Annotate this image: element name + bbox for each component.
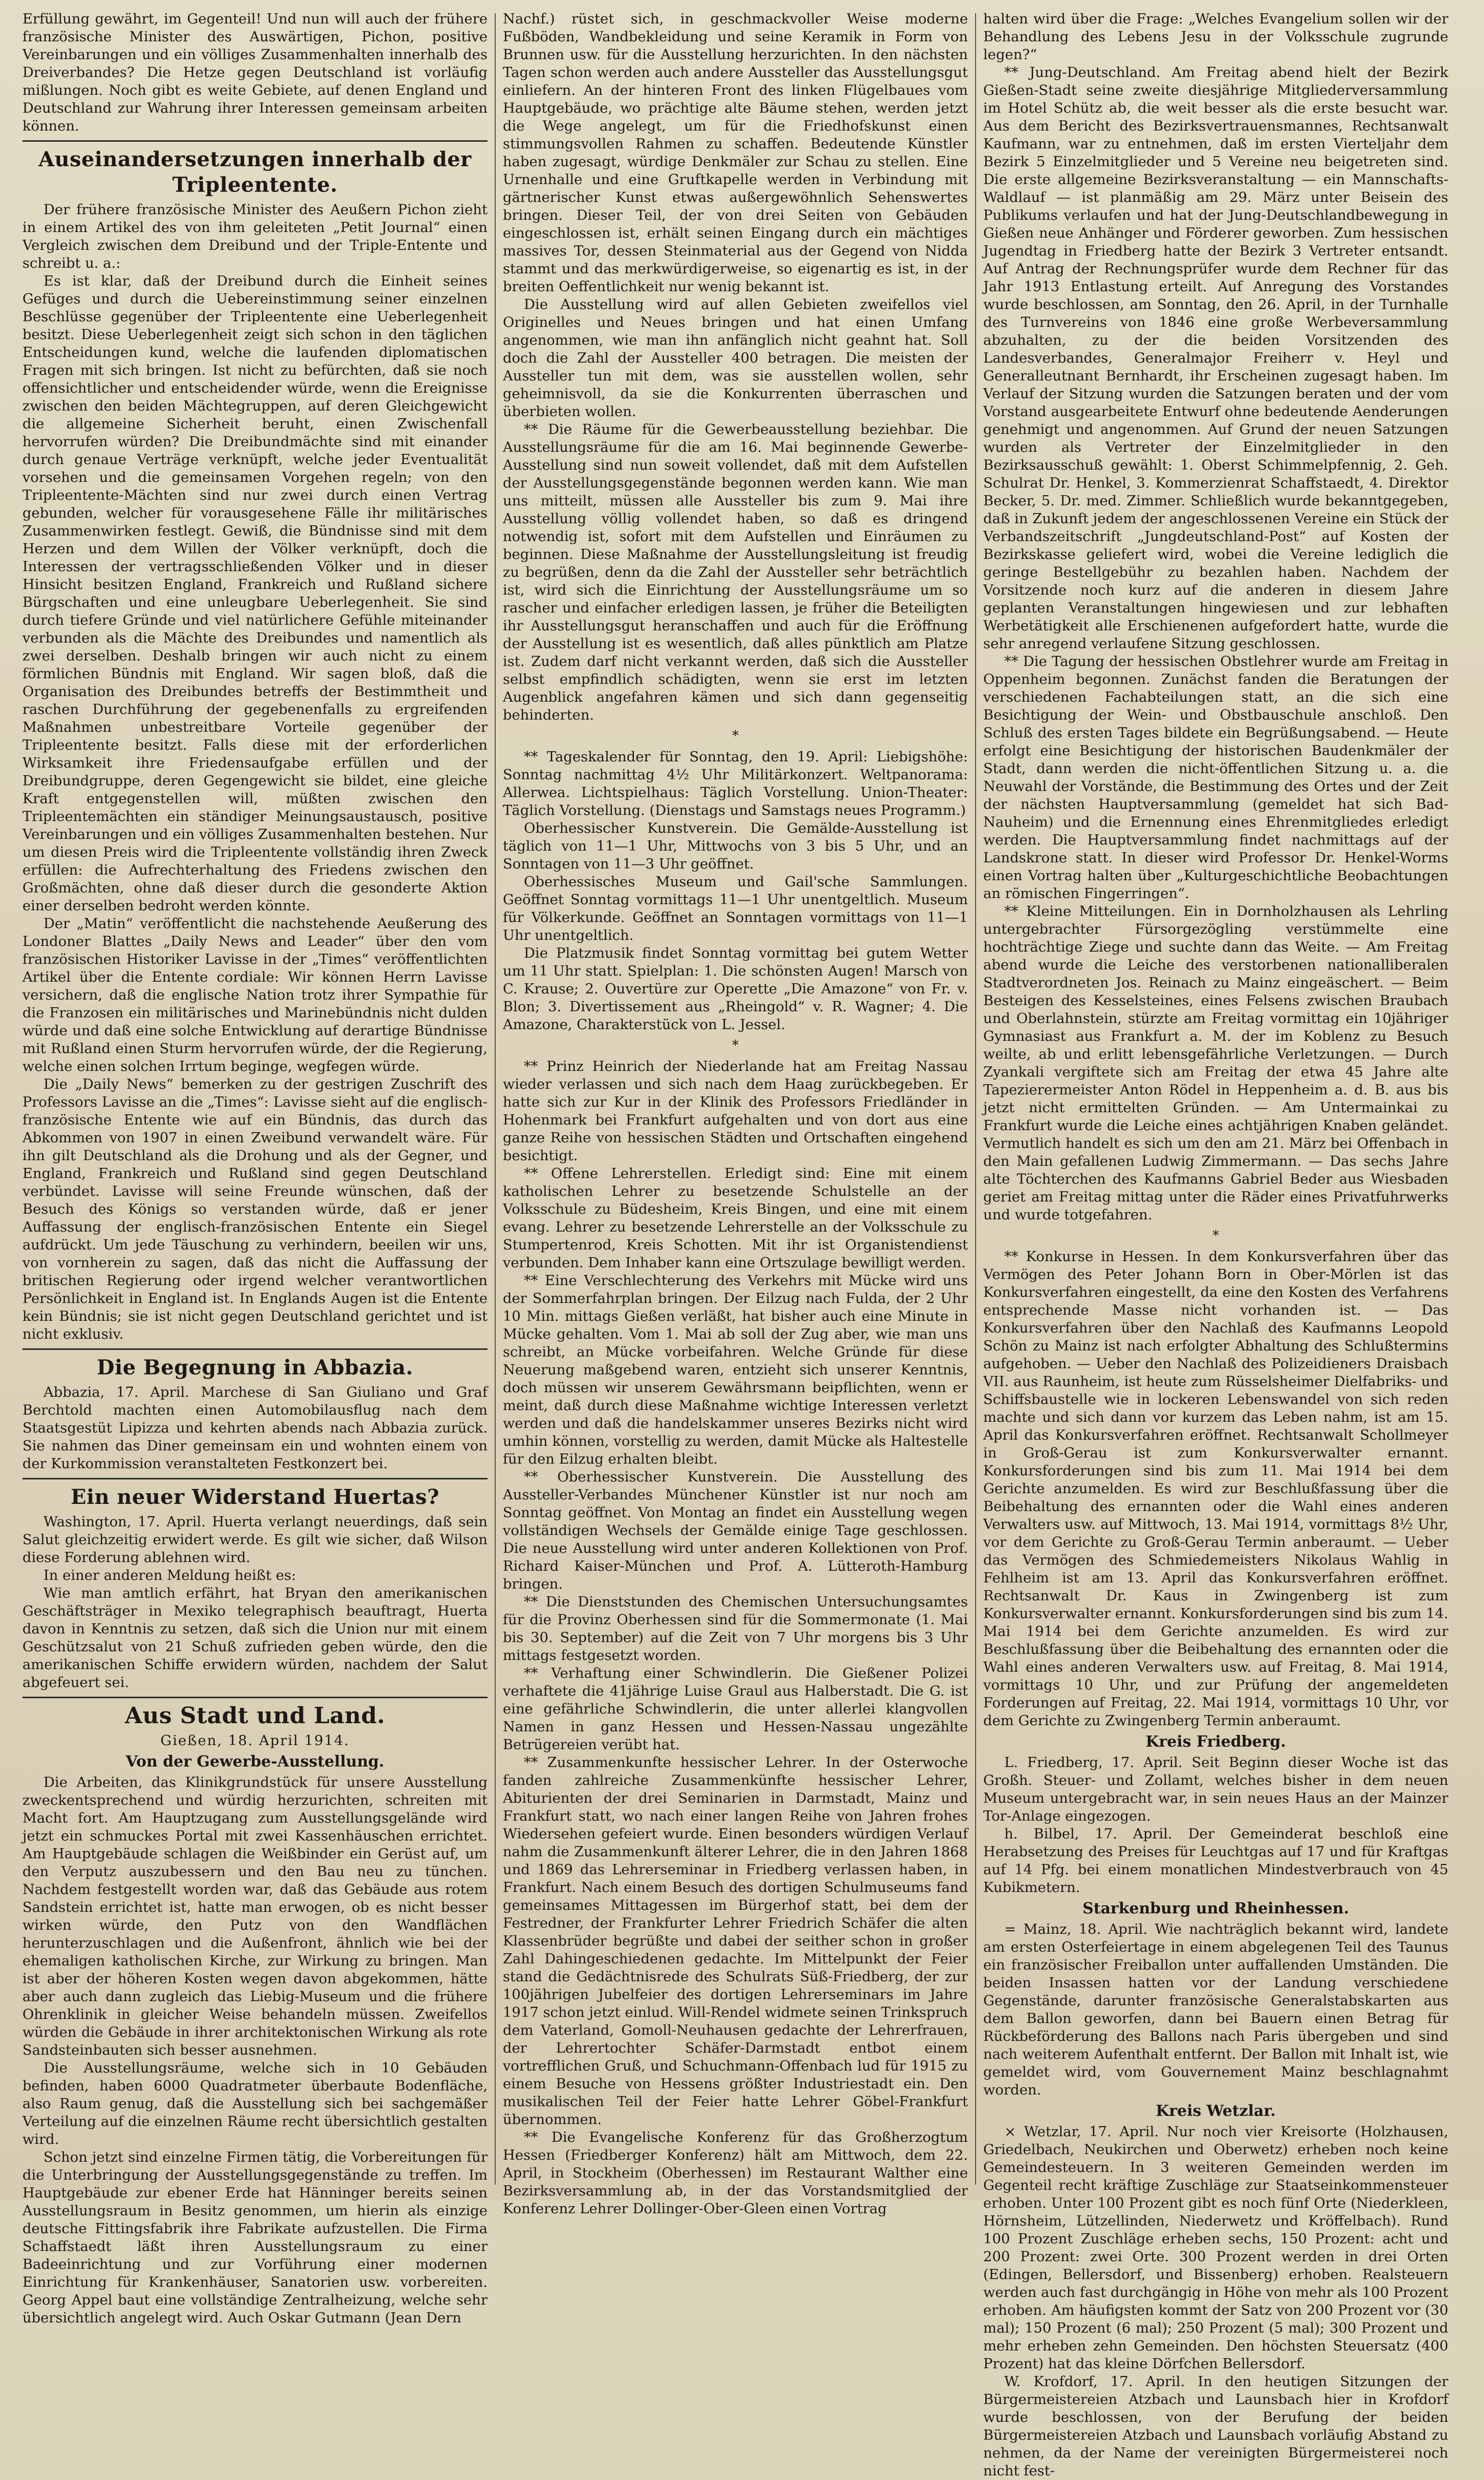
paragraph: Washington, 17. April. Huerta verlangt neuerdings, daß sein Salut gleichzeitig erwidert werde. Es gilt wie sicher, daß Wilson diese Forderung ablehnen wird. [22, 1514, 488, 1566]
subhead-kreis-friedberg: Kreis Friedberg. [1145, 1733, 1286, 1751]
paragraph: ** Die Tagung der hessischen Obstlehrer wurde am Freitag in Oppenheim begonnen. Zunächst fanden die Beratungen der verschiedenen Fachabteilungen statt, an die sich eine Besichtigung der Wein- und Obstbauschule anschloß. Den Schluß des ersten Tages bildete ein Begrüßungsabend. — Heute erfolgt eine Besichtigung der historischen Baudenkmäler der Stadt, dann werden die nicht-öffentlichen Sitzung u. a. die Neuwahl der Vorstände, die Bestimmung des Ortes und der Zeit der nächsten Hauptversammlung (gemeldet hat sich Bad-Nauheim) und die Ernennung eines Ehrenmitgliedes erledigt werden. Die Hauptversammlung findet nachmittags auf der Landskrone statt. In dieser wird Professor Dr. Henkel-Worms einen Vortrag halten über „Kulturgeschichtliche Beobachtungen an römischen Fingerringen“. [983, 653, 1448, 902]
subhead-gewerbeausstellung: Von der Gewerbe-Ausstellung. [125, 1753, 385, 1771]
paragraph: Der frühere französische Minister des Aeußern Pichon zieht in einem Artikel des von ihm geleiteten „Petit Journal“ einen Vergleich zwischen dem Dreibund und der Triple-Entente und schreibt u. a.: [22, 201, 488, 271]
paragraph: Erfüllung gewährt, im Gegenteil! Und nun will auch der frühere französische Minister des Auswärtigen, Pichon, positive Vereinbarungen und ein völliges Zusammenhalten innerhalb des Dreiverbandes? Die Hetze gegen Deutschland ist vorläufig mißlungen. Noch gibt es weite Gebiete, auf denen England und Deutschland zur Wahrung ihrer Interessen gemeinsam arbeiten können. [22, 11, 488, 134]
divider [22, 1697, 488, 1698]
paragraph: ** Die Räume für die Gewerbeausstellung beziehbar. Die Ausstellungsräume für die am 16. Mai beginnende Gewerbe-Ausstellung sind nun soweit vollendet, daß mit dem Aufstellen der Ausstellungsgegenstände begonnen werden kann. Wie man uns mitteilt, müssen alle Aussteller bis zum 9. Mai ihre Ausstellung völlig vollendet haben, so daß es dringend notwendig ist, sofort mit dem Aufstellen und Einräumen zu beginnen. Diese Maßnahme der Ausstellungsleitung ist freudig zu begrüßen, denn da die Zahl der Aussteller sehr beträchtlich ist, wird sich die Einrichtung der Ausstellungsräume um so rascher und einfacher erledigen lassen, je früher die Beteiligten ihr Ausstellungsgut heranschaffen und auch für die Eröffnung der Ausstellung ist es wesentlich, daß alles pünktlich am Platze ist. Zudem darf nicht verkannt werden, daß sich die Aussteller selbst empfindlich schädigten, wenn sie erst im letzten Augenblick angefahren kämen und sich dann gegenseitig behinderten. [503, 421, 968, 723]
paragraph: ** Die Dienststunden des Chemischen Untersuchungsamtes für die Provinz Oberhessen sind für die Sommermonate (1. Mai bis 30. September) auf die Zeit von 7 Uhr morgens bis 3 Uhr mittags festgesetzt worden. [503, 1594, 968, 1664]
subhead-kreis-wetzlar: Kreis Wetzlar. [1156, 2102, 1276, 2120]
column-2 [496, 10, 975, 2217]
paragraph: ** Verhaftung einer Schwindlerin. Die Gießener Polizei verhaftete die 41jährige Luise Graul aus Halberstadt. Die G. ist eine gefährliche Schwindlerin, die unter allerlei klangvollen Namen in ganz Hessen und Hessen-Nassau ungezählte Betrügereien verübt hat. [503, 1665, 968, 1753]
divider [22, 1348, 488, 1350]
subhead-starkenburg: Starkenburg und Rheinhessen. [1082, 1900, 1349, 1917]
paragraph: L. Friedberg, 17. April. Seit Beginn dieser Woche ist das Großh. Steuer- und Zollamt, welches bisher in dem neuen Museum untergebracht war, in sein neues Haus an der Mainzer Tor-Anlage eingezogen. [983, 1754, 1448, 1824]
paragraph: Die Arbeiten, das Klinikgrundstück für unsere Ausstellung zweckentsprechend und würdig herzurichten, schreiten mit Macht fort. Am Hauptzugang zum Ausstellungsgelände wird jetzt ein schmuckes Portal mit zwei Kassenhäuschen errichtet. Am Hauptgebäude schlagen die Weißbinder ein Gerüst auf, um den Verputz auszubessern und den Bau neu zu tünchen. Nachdem festgestellt worden war, daß das Gebäude aus rotem Sandstein errichtet ist, hatte man erwogen, ob es nicht besser wirken würde, den Putz von den Wandflächen herunterzuschlagen und die Außenfront, ähnlich wie bei der ehemaligen katholischen Kirche, zur Wirkung zu bringen. Man ist aber der höheren Kosten wegen davon abgekommen, hätte aber auch dann zugleich das Liebig-Museum und die frühere Ohrenklinik in gleicher Weise behandeln müssen. Zweifellos würden die Gebäude in ihrer architektonischen Wirkung als rote Sandsteinbauten sich besser ausnehmen. [22, 1774, 488, 2058]
paragraph: Die Ausstellungsräume, welche sich in 10 Gebäuden befinden, haben 6000 Quadratmeter überbaute Bodenfläche, also Raum genug, daß die Ausstellung sich bei sachgemäßer Verteilung auf die einzelnen Räume recht übersichtlich gestalten wird. [22, 2060, 488, 2147]
paragraph: ** Offene Lehrerstellen. Erledigt sind: Eine mit einem katholischen Lehrer zu besetzende Schulstelle an der Volksschule zu Büdesheim, Kreis Bingen, und eine mit einem evang. Lehrer zu besetzende Lehrerstelle an der Volksschule zu Stumpertenrod, Kreis Schotten. Mit ihr ist Organistendienst verbunden. Dem Inhaber kann eine Ortszulage bewilligt werden. [503, 1165, 968, 1271]
separator-star: * [732, 1038, 739, 1053]
paragraph: ** Zusammenkunfte hessischer Lehrer. In der Osterwoche fanden zahlreiche Zusammenkünfte hessischer Lehrer, Abiturienten der drei Seminarien in Darmstadt, Mainz und Frankfurt statt, wo nach einer langen Reihe von Jahren frohes Wiedersehen gefeiert wurde. Einen besonders würdigen Verlauf nahm die Zusammenkunft älterer Lehrer, die in den Jahren 1868 und 1869 das Lehrerseminar in Friedberg verlassen haben, in Frankfurt. Nach einem Besuch des dortigen Schulmuseums fand gemeinsames Mittagessen im Bürgerhof statt, bei dem der Festredner, der Frankfurter Lehrer Friedrich Schäfer die alten Klassenbrüder begrüßte und dabei der seither schon in großer Zahl Dahingeschiedenen gedachte. Im Mittelpunkt der Feier stand die Gedächtnisrede des Schulrats Süß-Friedberg, der zur 100jährigen Jubelfeier des dortigen Lehrerseminars im Jahre 1917 schon jetzt einlud. Will-Rendel widmete seinen Trinkspruch dem Vaterland, Gomoll-Neuhausen gedachte der Lehrerfrauen, der Lehrertochter Schäfer-Darmstadt entbot einem vortrefflichen Gruß, und Schuchmann-Offenbach lud für 1915 zu einem Besuche von Hessens größter Industriestadt ein. Den musikalischen Teil der Feier hatte Lehrer Göbel-Frankfurt übernommen. [503, 1754, 968, 2128]
paragraph: halten wird über die Frage: „Welches Evangelium sollen wir der Behandlung des Lebens Jesu in der Volksschule zugrunde legen?“ [983, 11, 1448, 63]
paragraph: ** Tageskalender für Sonntag, den 19. April: Liebigshöhe: Sonntag nachmittag 4½ Uhr Militärkonzert. Weltpanorama: Allerwea. Lichtspielhaus: Täglich Vorstellung. Union-Theater: Täglich Vorstellung. (Dienstags und Samstags neues Programm.) [503, 749, 968, 819]
headline-abbazia: Die Begegnung in Abbazia. [96, 1356, 414, 1379]
separator-star: * [1212, 1228, 1219, 1243]
paragraph: Oberhessisches Museum und Gail'sche Sammlungen. Geöffnet Sonntag vormittags 11—1 Uhr unentgeltlich. Museum für Völkerkunde. Geöffnet an Sonntagen vormittags von 11—1 Uhr unentgeltlich. [503, 874, 968, 943]
paragraph: Die Ausstellung wird auf allen Gebieten zweifellos viel Originelles und Neues bringen und hat einen Umfang angenommen, wie man ihn anfänglich nicht geahnt hat. Soll doch die Zahl der Aussteller 400 betragen. Die meisten der Aussteller tun mit dem, was sie ausstellen wollen, sehr geheimnisvoll, da sie die Konkurrenten überraschen und überbieten wollen. [503, 296, 968, 420]
paragraph: × Wetzlar, 17. April. Nur noch vier Kreisorte (Holzhausen, Griedelbach, Neukirchen und Oberwetz) erheben noch keine Gemeindesteuern. In 3 weiteren Gemeinden werden im Gegenteil recht kräftige Zuschläge zur Staatseinkommensteuer erhoben. Unter 100 Prozent gibt es noch fünf Orte (Niederkleen, Hörnsheim, Lützellinden, Niederwetz und Kröffelbach). Rund 100 Prozent Zuschläge erheben sechs, 150 Prozent: acht und 200 Prozent: zwei Orte. 300 Prozent werden in drei Orten (Edingen, Bellersdorf, und Bissenberg) erhoben. Realsteuern werden auch fast durchgängig in Höhe von mehr als 100 Prozent erhoben. Am häufigsten kommt der Satz von 200 Prozent vor (30 mal); 150 Prozent (6 mal); 250 Prozent (5 mal); 300 Prozent und mehr erheben zehn Gemeinden. Den höchsten Steuersatz (400 Prozent) hat das kleine Dörfchen Bellersdorf. [983, 2124, 1448, 2372]
paragraph: h. Bilbel, 17. April. Der Gemeinderat beschloß eine Herabsetzung des Preises für Leuchtgas auf 17 und für Kraftgas auf 14 Pfg. bei einem monatlichen Mindestverbrauch von 45 Kubikmetern. [983, 1826, 1448, 1896]
paragraph: ** Jung-Deutschland. Am Freitag abend hielt der Bezirk Gießen-Stadt seine zweite diesjährige Mitgliederversammlung im Hotel Schütz ab, die weit besser als die erste besucht war. Aus dem Bericht des Bezirksvertrauensmannes, Rechtsanwalt Kaufmann, war zu entnehmen, daß im ersten Vierteljahr dem Bezirk 5 Einzelmitglieder und 5 Vereine neu beigetreten sind. Die erste allgemeine Bezirksveranstaltung — ein Mannschafts-Waldlauf — ist planmäßig am 29. März unter Beisein des Publikums verlaufen und hat der Jung-Deutschlandbewegung in Gießen neue Anhänger und Förderer geworben. Zum hessischen Jugendtag in Friedberg hatte der Bezirk 3 Vertreter entsandt. Auf Antrag der Rechnungsprüfer wurde dem Rechner für das Jahr 1913 Entlastung erteilt. Auf Anregung des Vorstandes wurde beschlossen, am Sonntag, den 26. April, in der Turnhalle des Turnvereins von 1846 eine große Werbeversammlung abzuhalten, zu der die beiden Vorsitzenden des Landesverbandes, Generalmajor Freiherr v. Heyl und Generalleutnant Bernhardt, ihr Erscheinen zugesagt haben. Im Verlauf der Sitzung wurden die Satzungen beraten und der vom Vorstand ausgearbeitete Entwurf ohne bedeutende Aenderungen genehmigt und angenommen. Auf Grund der neuen Satzungen wurden als Vertreter der Einzelmitglieder in den Bezirksausschuß gewählt: 1. Oberst Schimmelpfennig, 2. Geh. Schulrat Dr. Henkel, 3. Kommerzienrat Schaffstaedt, 4. Direktor Becker, 5. Dr. med. Zimmer. Schließlich wurde bekanntgegeben, daß in Zukunft jedem der angeschlossenen Vereine ein Stück der Verbandszeitschrift „Jungdeutschland-Post“ auf Kosten der Bezirkskasse geliefert wird, wobei die Vereine lediglich die geringe Bestellgebühr zu bezahlen haben. Nachdem der Vorsitzende noch kurz auf die anderen in diesem Jahre geplanten Veranstaltungen hingewiesen und zur lebhaften Werbetätigkeit alle Erschienenen aufgefordert hatte, wurde die sehr anregend verlaufene Sitzung geschlossen. [983, 64, 1448, 652]
paragraph: Die „Daily News“ bemerken zu der gestrigen Zuschrift des Professors Lavisse an die „Times“: Lavisse sieht auf die englisch-französische Entente wie auf ein Bündnis, das durch das Abkommen von 1907 in einen Zweibund verwandelt wäre. Für ihn gilt Deutschland als die Drohung und als der Gegner, und England, Frankreich und Rußland sind gegen Deutschland verbündet. Lavisse will seine Freunde wünschen, daß der Besuch des Königs so verstanden würde, daß er jener Auffassung der englisch-französischen Entente ein Siegel aufdrückt. Um jede Täuschung zu verhindern, beeilen wir uns, von vornherein zu sagen, daß das nicht die Auffassung der britischen Regierung oder irgend welcher verantwortlichen Persönlichkeit in England ist. In Englands Augen ist die Entente kein Bündnis; sie ist nicht gegen Deutschland gerichtet und ist nicht exklusiv. [22, 1076, 488, 1342]
paragraph: In einer anderen Meldung heißt es: [43, 1567, 296, 1583]
headline-tripleentente: Auseinandersetzungen innerhalb der Tripleentente. [38, 147, 472, 197]
paragraph: ** Eine Verschlechterung des Verkehrs mit Mücke wird uns der Sommerfahrplan bringen. Der Eilzug nach Fulda, der 2 Uhr 10 Min. mittags Gießen verläßt, hat bisher auch eine Minute in Mücke gehalten. Vom 1. Mai ab soll der Zug aber, wie man uns schreibt, an Mücke vorbeifahren. Welche Gründe für diese Neuerung maßgebend waren, entzieht sich unserer Kenntnis, doch müssen wir unserem Gewährsmann beipflichten, wenn er meint, daß durch diese Maßnahme wichtige Interessen verletzt werden und daß die handelskammer unseres Bezirks nicht wird umhin können, vorstellig zu werden, damit Mücke als Haltestelle für den Eilzug erhalten bleibt. [503, 1272, 968, 1467]
paragraph: Nachf.) rüstet sich, in geschmackvoller Weise moderne Fußböden, Wandbekleidung und seine Keramik in Form von Brunnen usw. für die Ausstellung herzurichten. In den nächsten Tagen schon werden auch andere Aussteller das Ausstellungsgut einliefern. An der hinteren Front des linken Flügelbaues vom Hauptgebäude, wo prächtige alte Bäume stehen, werden jetzt die Wege angelegt, um für die Friedhofskunst einen stimmungsvollen Rahmen zu schaffen. Bedeutende Künstler haben zugesagt, würdige Denkmäler zur Schau zu stellen. Eine Urnenhalle und eine Gruftkapelle werden in Verbindung mit gärtnerischer Kunst etwas außergewöhnlich Sehenswertes bringen. Dieser Teil, der von drei Seiten von Gebäuden eingeschlossen ist, erhält seinen Eingang durch ein mächtiges massives Tor, dessen Steinmaterial aus der Gegend von Nidda stammt und das merkwürdigerweise, so eigenartig es ist, in der breiten Oeffentlichkeit nur wenig bekannt ist. [503, 11, 968, 295]
paragraph: Die Platzmusik findet Sonntag vormittag bei gutem Wetter um 11 Uhr statt. Spielplan: 1. Die schönsten Augen! Marsch von C. Krause; 2. Ouvertüre zur Operette „Die Amazone“ von Fr. v. Blon; 3. Divertissement aus „Rheingold“ v. R. Wagner; 4. Die Amazone, Charakterstück von L. Jessel. [503, 945, 968, 1033]
column-3 [976, 10, 1455, 2479]
columns [15, 10, 1464, 2479]
paragraph: Oberhessischer Kunstverein. Die Gemälde-Ausstellung ist täglich von 11—1 Uhr, Mittwochs von 3 bis 5 Uhr, und an Sonntagen von 11—3 Uhr geöffnet. [503, 820, 968, 872]
paragraph: Schon jetzt sind einzelne Firmen tätig, die Vorbereitungen für die Unterbringung der Ausstellungsgegenstände zu treffen. Im Hauptgebäude zur ebener Erde hat Hänninger bereits seinen Ausstellungsraum in Besitz genommen, um hierin als einzige deutsche Fittingsfabrik ihre Fabrikate aufzustellen. Die Firma Schaffstaedt läßt ihren Ausstellungsraum zu einer Badeeinrichtung und zur Vorführung einer modernen Einrichtung für Krankenhäuser, Sanatorien usw. vorbereiten. Georg Appel baut eine vollständige Zentralheizung, welche sehr übersichtlich angelegt wird. Auch Oskar Gutmann (Jean Dern [22, 2149, 488, 2326]
separator-star: * [732, 728, 739, 744]
paragraph: ** Die Evangelische Konferenz für das Großherzogtum Hessen (Friedberger Konferenz) hält am Mittwoch, dem 22. April, in Stockheim (Oberhessen) im Restaurant Walther eine Bezirksversammlung ab, in der das Vorstandsmitglied der Konferenz Lehrer Dollinger-Ober-Gleen einen Vortrag [503, 2129, 968, 2217]
paragraph: ** Prinz Heinrich der Niederlande hat am Freitag Nassau wieder verlassen und sich nach dem Haag zurückbegeben. Er hatte sich zur Kur in der Klinik des Professors Friedländer in Hohenmark bei Frankfurt aufgehalten und von dort aus eine ganze Reihe von hessischen Städten und Ortschaften eingehend besichtigt. [503, 1058, 968, 1164]
headline-huerta: Ein neuer Widerstand Huertas? [70, 1485, 440, 1509]
dateline: Gießen, 18. April 1914. [160, 1732, 350, 1749]
paragraph: Es ist klar, daß der Dreibund durch die Einheit seines Gefüges und durch die Uebereinstimmung seiner einzelnen Beschlüsse gegenüber der Tripleentente eine Ueberlegenheit besitzt. Diese Ueberlegenheit zeigt sich schon in den täglichen Entscheidungen kund, welche die laufenden diplomatischen Fragen mit sich bringen. Ist nicht zu befürchten, daß sie noch offensichtlicher und entscheidender würde, wenn die Ereignisse zwischen den beiden Mächtegruppen, auf deren Gleichgewicht die allgemeine Sicherheit beruht, einen Zwischenfall hervorrufen würden? Die Dreibundmächte sind mit einander durch genaue Verträge verknüpft, welche jeder Eventualität vorsehen und die gemeinsamen Vorgehen regeln; von den Tripleentente-Mächten sind nur zwei durch einen Vertrag gebunden, welcher für vorausgesehene Fälle ihr militärisches Zusammenwirken festlegt. Gewiß, die Bündnisse sind mit dem Herzen und dem Willen der Völker verknüpft, doch die Interessen der vertragsschließenden Völker und in dieser Hinsicht besitzen England, Frankreich und Rußland sichere Bürgschaften und eine unleugbare Ueberlegenheit. Sie sind durch tiefere Gründe und viel natürlichere Gefühle miteinander verbunden als die Mächte des Dreibundes und namentlich als zwei derselben. Deshalb bringen wir auch nicht zu einem förmlichen Bündnis mit England. Wir sagen bloß, daß die Organisation des Dreibundes betreffs der Bestimmtheit und raschen Durchführung der gegebenenfalls zu ergreifenden Maßnahmen unbestreitbare Vorteile gegenüber der Tripleentente besitzt. Falls diese mit der erforderlichen Wirksamkeit ihre Friedensaufgabe erfüllen und der Dreibundgruppe, deren Gegengewicht sie bildet, eine gleiche Kraft entgegenstellen will, müßten zwischen den Tripleentemächten ein ständiger Meinungsaustausch, positive Vereinbarungen und ein völliges Zusammenhalten bestehen. Nur um diesen Preis wird die Tripleentente vollständig ihren Zweck erfüllen: die Aufrechterhaltung des Friedens zwischen den Großmächten, ohne daß dieser durch die gesonderte Aktion einer derselben bedroht werden könnte. [22, 273, 488, 914]
paragraph: Abbazia, 17. April. Marchese di San Giuliano und Graf Berchtold machten einen Automobilausflug nach dem Staatsgestüt Lipizza und kehrten abends nach Abbazia zurück. Sie nahmen das Diner gemeinsam ein und wohnten einem von der Kurkommission veranstalteten Festkonzert bei. [22, 1384, 488, 1472]
divider [22, 140, 488, 142]
paragraph: = Mainz, 18. April. Wie nachträglich bekannt wird, landete am ersten Osterfeiertage in einem abgelegenen Teil des Taunus ein französischer Freiballon unter auffallenden Umständen. Die beiden Insassen hatten vor der Landung verschiedene Gegenstände, darunter französische Generalstabskarten aus dem Ballon geworfen, dann bei Bauern einen Betrag für Rückbeförderung des Ballons nach Paris übergeben und sind nach weiterem Aufenthalt entfernt. Der Ballon mit Inhalt ist, wie gemeldet wird, vom Gouvernement Mainz beschlagnahmt worden. [983, 1921, 1448, 2098]
paragraph: Wie man amtlich erfährt, hat Bryan den amerikanischen Geschäftsträger in Mexiko telegraphisch beauftragt, Huerta davon in Kenntnis zu setzen, daß sich die Union nur mit einem Geschützsalut von 21 Schuß zufrieden geben würde, den die amerikanischen Schiffe erwidern würden, nachdem der Salut abgefeuert sei. [22, 1585, 488, 1691]
paragraph: ** Oberhessischer Kunstverein. Die Ausstellung des Aussteller-Verbandes Münchener Künstler ist nur noch am Sonntag geöffnet. Von Montag an findet ein Ausstellung wegen vollständigen Wechsels der Gemälde einige Tage geschlossen. Die neue Ausstellung wird unter anderen Kollektionen von Prof. Richard Kaiser-München und Prof. A. Lütteroth-Hamburg bringen. [503, 1469, 968, 1592]
paragraph: ** Konkurse in Hessen. In dem Konkursverfahren über das Vermögen des Peter Johann Born in Ober-Mörlen ist das Konkursverfahren eingestellt, da eine den Kosten des Verfahrens entsprechende Masse nicht vorhanden ist. — Das Konkursverfahren über den Nachlaß des Kaufmanns Leopold Schön zu Mainz ist nach erfolgter Abhaltung des Schlußtermins aufgehoben. — Ueber den Nachlaß des Polizeidieners Draisbach VII. aus Raunheim, ist heute zum Rüsselsheimer Dielfabriks- und Schiffsbaustelle wie in lockeren Lebenswandel von sich reden machte und sich dann vor kurzem das Leben nahm, ist am 15. April das Konkursverfahren eröffnet. Rechtsanwalt Schollmeyer in Groß-Gerau ist zum Konkursverwalter ernannt. Konkursforderungen sind bis zum 11. Mai 1914 bei dem Gerichte anzumelden. Es wird zur Beschlußfassung über die Beibehaltung des ernannten oder die Wahl eines anderen Verwalters usw. auf Mittwoch, 13. Mai 1914, vormittags 8½ Uhr, vor dem Gerichte zu Groß-Gerau Termin anberaumt. — Ueber das Vermögen des Schmiedemeisters Nikolaus Wahlig in Fehlheim ist am 13. April das Konkursverfahren eröffnet. Rechtsanwalt Dr. Kaus in Zwingenberg ist zum Konkursverwalter ernannt. Konkursforderungen sind bis zum 14. Mai 1914 bei dem Gerichte anzumelden. Es wird zur Beschlußfassung über die Beibehaltung des ernannten oder die Wahl eines anderen Verwalters usw. auf Freitag, 8. Mai 1914, vormittags 10 Uhr, und zur Prüfung der angemeldeten Forderungen auf Freitag, 22. Mai 1914, vormittags 10 Uhr, vor dem Gerichte zu Zwingenberg Termin anberaumt. [983, 1248, 1448, 1729]
paragraph: Der „Matin“ veröffentlicht die nachstehende Aeußerung des Londoner Blattes „Daily News and Leader“ über den vom französischen Historiker Lavisse in der „Times“ veröffentlichten Artikel über die Entente cordiale: Wir können Herrn Lavisse versichern, daß die englische Nation trotz ihrer Sympathie für die Franzosen ein militärisches und Marinebündnis nicht dulden würde und daß eine solche Entwicklung auf derartige Bündnisse mit Rußland einen Sturm hervorrufen würde, der die Regierung, welche einen solchen Irrtum beginge, wegfegen würde. [22, 915, 488, 1075]
section-title-stadt-land: Aus Stadt und Land. [124, 1703, 386, 1729]
paragraph: ** Kleine Mitteilungen. Ein in Dornholzhausen als Lehrling untergebrachter Fürsorgezögling verstümmelte eine hochträchtige Ziege und suchte dann das Weite. — Am Freitag abend wurde die Leiche des verstorbenen nationalliberalen Stadtverordneten Jos. Reinach zu Mainz eingeäschert. — Beim Besteigen des Kesselsteines, eines Felsens zwischen Braubach und Oberlahnstein, stürzte am Freitag vormittag ein 10jähriger Gymnasiast aus Frankfurt a. M. der im Koblenz zu Besuch weilte, ab und erlitt lebensgefährliche Verletzungen. — Durch Zyankali vergiftete sich am Freitag der etwa 45 Jahre alte Tapezierermeister Anton Rödel in Heppenheim a. d. B. aus bis jetzt nicht ermittelten Gründen. — Am Untermainkai zu Frankfurt wurde die Leiche eines achtjährigen Knaben geländet. Vermutlich handelt es sich um den am 21. März bei Offenbach in den Main gefallenen Ludwig Zimmermann. — Das sechs Jahre alte Töchterchen des Kaufmanns Gabriel Beder aus Wiesbaden geriet am Freitag mittag unter die Räder eines Privatfuhrwerks und wurde totgefahren. [983, 903, 1448, 1223]
divider [22, 1478, 488, 1479]
column-1 [15, 10, 495, 2326]
paragraph: W. Krofdorf, 17. April. In den heutigen Sitzungen der Bürgermeistereien Atzbach und Launsbach hier in Krofdorf wurde beschlossen, von der Berufung der beiden Bürgermeistereien Atzbach und Launsbach vorläufig Abstand zu nehmen, da der Name der vereinigten Bürgermeisterei noch nicht fest- [983, 2373, 1448, 2479]
